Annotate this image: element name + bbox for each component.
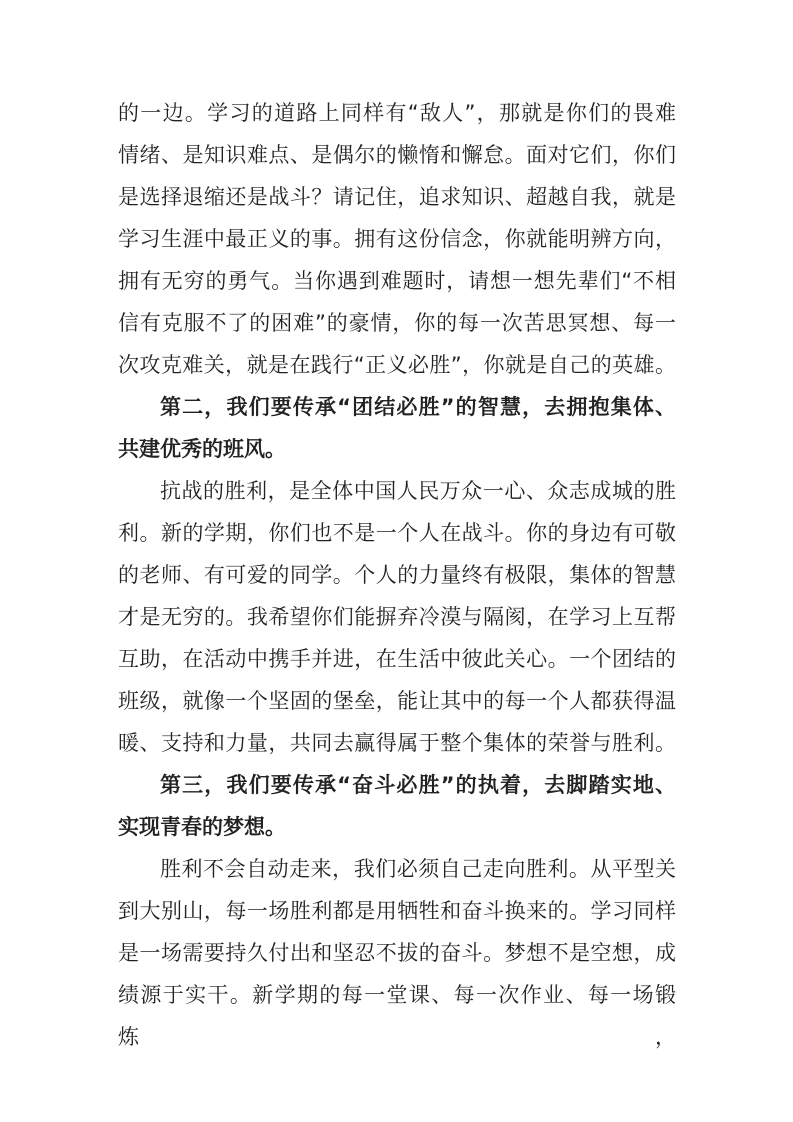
text-line: 抗战的胜利，是全体中国人民万众一心、众志成城的胜	[160, 479, 676, 503]
text-line: 是一场需要持久付出和坚忍不拔的奋斗。梦想不是空想，成	[118, 941, 676, 965]
text-line: 利。新的学期，你们也不是一个人在战斗。你的身边有可敬	[118, 521, 676, 545]
text-line: 才是无穷的。我希望你们能摒弃冷漠与隔阂，在学习上互帮	[118, 605, 676, 629]
text-line: 到大别山，每一场胜利都是用牺牲和奋斗换来的。学习同样	[118, 899, 676, 923]
paragraph-unity	[118, 470, 676, 764]
section-heading-2	[118, 386, 676, 470]
section-heading-3	[118, 764, 676, 848]
text-line: 互助，在活动中携手并进，在生活中彼此关心。一个团结的	[118, 647, 676, 671]
text-line: 班级，就像一个坚固的堡垒，能让其中的每一个人都获得温	[118, 689, 676, 713]
heading-line: 第三，我们要传承“奋斗必胜”的执着，去脚踏实地、	[160, 773, 676, 797]
heading-line: 实现青春的梦想。	[118, 815, 286, 839]
heading-line: 共建优秀的班风。	[118, 437, 286, 461]
text-line: 暖、支持和力量，共同去赢得属于整个集体的荣誉与胜利。	[118, 731, 676, 755]
text-line: 的老师、有可爱的同学。个人的力量终有极限，集体的智慧	[118, 563, 676, 587]
paragraph-struggle	[118, 848, 676, 1049]
text-line: 胜利不会自动走来，我们必须自己走向胜利。从平型关	[160, 857, 676, 881]
document-text-body	[118, 92, 676, 1049]
text-line: 的一边。学习的道路上同样有“敌人”，那就是你们的畏难	[118, 101, 676, 125]
text-line: 次攻克难关，就是在践行“正义必胜”，你就是自己的英雄。	[118, 353, 676, 377]
heading-line: 第二，我们要传承“团结必胜”的智慧，去拥抱集体、	[160, 395, 676, 419]
text-line: 拥有无穷的勇气。当你遇到难题时，请想一想先辈们“不相	[118, 269, 676, 293]
text-line: 是选择退缩还是战斗？请记住，追求知识、超越自我，就是	[118, 185, 676, 209]
text-line: 绩源于实干。新学期的每一堂课、每一次作业、每一场锻炼，	[118, 983, 676, 1049]
text-line: 信有克服不了的困难”的豪情，你的每一次苦思冥想、每一	[118, 311, 676, 335]
paragraph-continuation	[118, 92, 676, 386]
text-line: 学习生涯中最正义的事。拥有这份信念，你就能明辨方向，	[118, 227, 676, 251]
text-line: 情绪、是知识难点、是偶尔的懒惰和懈怠。面对它们，你们	[118, 143, 676, 167]
